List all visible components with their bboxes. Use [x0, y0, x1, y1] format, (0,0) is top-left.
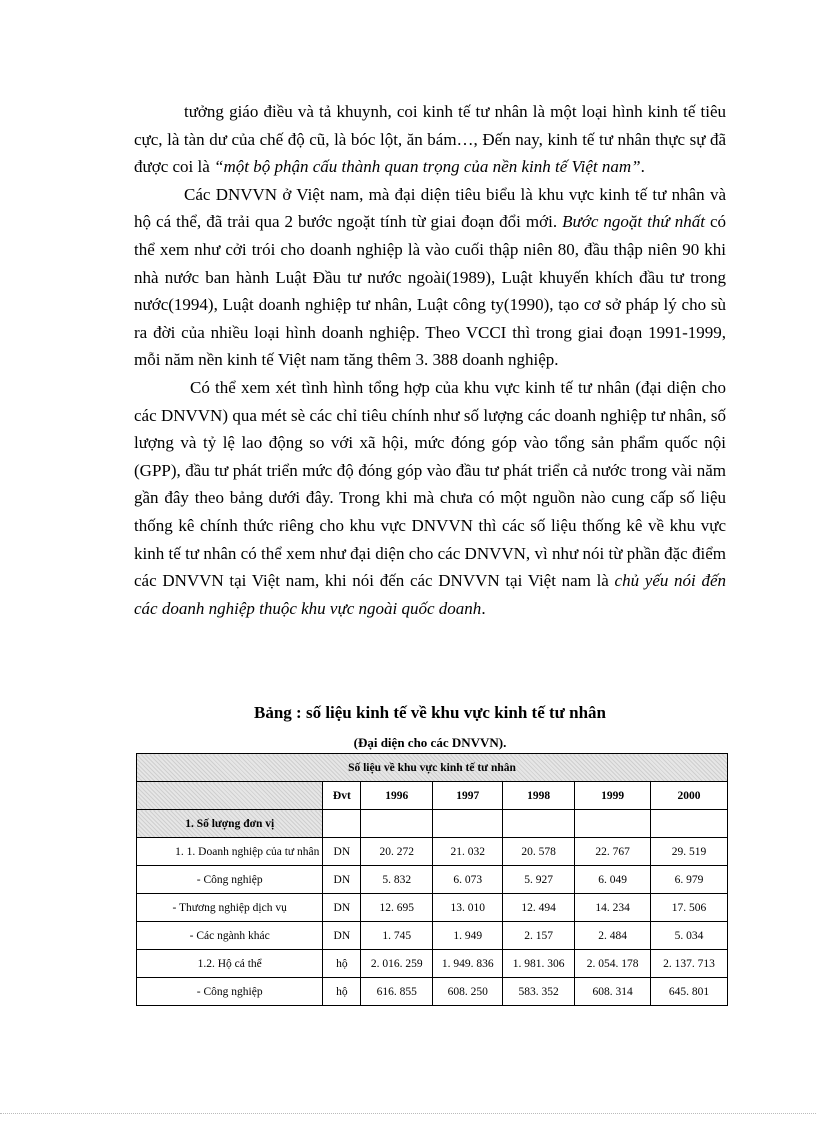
row-value: 5. 832 — [361, 866, 433, 894]
header-label-cell — [137, 782, 323, 810]
row-unit: DN — [323, 866, 361, 894]
paragraph-2-text: Các DNVVN ở Việt nam, mà đại diện tiêu biểu là khu vực kinh tế tư nhân và hộ cá thể, đã trải qua 2 bước ngoặt tính từ giai đoạn đổi mới. — [134, 184, 726, 232]
paragraph-1-end: . — [640, 157, 645, 177]
table-cell — [503, 810, 575, 838]
row-unit: DN — [323, 894, 361, 922]
table-title-row — [137, 754, 728, 782]
table-cell — [651, 810, 728, 838]
paragraph-2 — [134, 181, 726, 374]
row-value: 5. 927 — [503, 866, 575, 894]
header-year: 1999 — [575, 782, 651, 810]
paragraph-3-emphasis: chủ yếu nói đến các doanh nghiệp thuộc khu vực ngoài quốc doanh — [134, 571, 727, 618]
table-row — [137, 978, 728, 1006]
row-value: 2. 137. 713 — [651, 950, 728, 978]
row-value: 20. 272 — [361, 838, 433, 866]
row-value: 20. 578 — [503, 838, 575, 866]
paragraph-1-text: tưởng giáo điều và tả khuynh, coi kinh tế tư nhân là một loại hình kinh tế tiêu cực, là tàn dư của chế độ cũ, là bóc lột, ăn bám…, Đến nay, kinh tế tư nhân thực sự đã được coi là — [134, 102, 726, 177]
table-subcaption: (Đại diện cho các DNVVN). — [353, 735, 507, 750]
row-label: 1. 1. Doanh nghiệp của tư nhân — [137, 838, 323, 866]
paragraph-1 — [134, 98, 726, 181]
row-label: - Các ngành khác — [137, 922, 323, 950]
table-caption: Bảng : số liệu kinh tế về khu vực kinh tế tư nhân — [254, 703, 606, 722]
row-value: 2. 054. 178 — [575, 950, 651, 978]
paragraph-3-text: Có thể xem xét tình hình tổng hợp của khu vực kinh tế tư nhân (đại diện cho các DNVVN) qua mét sè các chỉ tiêu chính như số lượng các doanh nghiệp tư nhân, số lượng và tỷ lệ lao động so với xã hội, mức đóng góp vào tổng sản phẩm quốc nội (GPP), đầu tư phát triển mức độ đóng góp vào đầu tư phát triển cả nước trong vài năm gần đây theo bảng dưới đây. Trong khi mà chưa có một nguồn nào cung cấp số liệu thống kê chính thức riêng cho khu vực DNVVN thì các số liệu thống kê về khu vực kinh tế tư nhân có thể xem như đại diện cho các DNVVN, vì như nói từ phần đặc điểm các DNVVN tại Việt nam, khi nói đến các DNVVN tại Việt nam là — [134, 377, 726, 591]
table-cell — [433, 810, 503, 838]
row-value: 5. 034 — [651, 922, 728, 950]
body-text — [134, 98, 726, 622]
row-value: 17. 506 — [651, 894, 728, 922]
row-unit: hộ — [323, 978, 361, 1006]
row-value: 29. 519 — [651, 838, 728, 866]
header-year: 1998 — [503, 782, 575, 810]
table-row — [137, 922, 728, 950]
table-cell — [361, 810, 433, 838]
row-value: 13. 010 — [433, 894, 503, 922]
row-unit: DN — [323, 922, 361, 950]
row-value: 1. 745 — [361, 922, 433, 950]
row-value: 583. 352 — [503, 978, 575, 1006]
row-value: 2. 484 — [575, 922, 651, 950]
header-year: 1997 — [433, 782, 503, 810]
table-row — [137, 866, 728, 894]
table-row — [137, 838, 728, 866]
header-unit: Đvt — [323, 782, 361, 810]
paragraph-3-end: . — [481, 598, 486, 618]
row-value: 6. 049 — [575, 866, 651, 894]
row-value: 22. 767 — [575, 838, 651, 866]
paragraph-1-quote: “một bộ phận cấu thành quan trọng của nền kinh tế Việt nam” — [214, 157, 641, 177]
row-label: - Công nghiệp — [137, 866, 323, 894]
row-value: 1. 949 — [433, 922, 503, 950]
row-value: 6. 073 — [433, 866, 503, 894]
row-unit: hộ — [323, 950, 361, 978]
row-label: - Thương nghiệp dịch vụ — [137, 894, 323, 922]
table-cell — [323, 810, 361, 838]
table-header-row — [137, 782, 728, 810]
row-value: 608. 250 — [433, 978, 503, 1006]
table-row — [137, 950, 728, 978]
table-cell — [575, 810, 651, 838]
table-section-row — [137, 810, 728, 838]
row-value: 6. 979 — [651, 866, 728, 894]
row-value: 1. 949. 836 — [433, 950, 503, 978]
row-value: 21. 032 — [433, 838, 503, 866]
row-value: 12. 695 — [361, 894, 433, 922]
row-value: 645. 801 — [651, 978, 728, 1006]
row-value: 2. 157 — [503, 922, 575, 950]
paragraph-3 — [134, 374, 726, 622]
table-title: Số liệu về khu vực kinh tế tư nhân — [137, 754, 728, 782]
row-label: - Công nghiệp — [137, 978, 323, 1006]
row-unit: DN — [323, 838, 361, 866]
row-value: 14. 234 — [575, 894, 651, 922]
paragraph-2-emphasis: Bước ngoặt thứ nhất — [562, 212, 705, 232]
section-label: 1. Số lượng đơn vị — [137, 810, 323, 838]
header-year: 2000 — [651, 782, 728, 810]
table-row — [137, 894, 728, 922]
row-label: 1.2. Hộ cá thể — [137, 950, 323, 978]
header-year: 1996 — [361, 782, 433, 810]
row-value: 2. 016. 259 — [361, 950, 433, 978]
row-value: 1. 981. 306 — [503, 950, 575, 978]
row-value: 608. 314 — [575, 978, 651, 1006]
row-value: 616. 855 — [361, 978, 433, 1006]
paragraph-2-end: có thể xem như cởi trói cho doanh nghiệp là vào cuối thập niên 80, đầu thập niên 90 khi nhà nước ban hành Luật Đầu tư nước ngoài(1989), Luật khuyến khích đầu tư trong nước(1994), Luật doanh nghiệp tư nhân, Luật công ty(1990), tạo cơ sở pháp lý cho sù ra đời của nhiều loại hình doanh nghiệp. Theo VCCI thì trong giai đoạn 1991-1999, mỗi năm nền kinh tế Việt nam tăng thêm 3. 388 doanh nghiệp. — [134, 212, 727, 370]
statistics-table — [136, 753, 728, 1006]
row-value: 12. 494 — [503, 894, 575, 922]
page-bottom-divider — [0, 1113, 816, 1114]
